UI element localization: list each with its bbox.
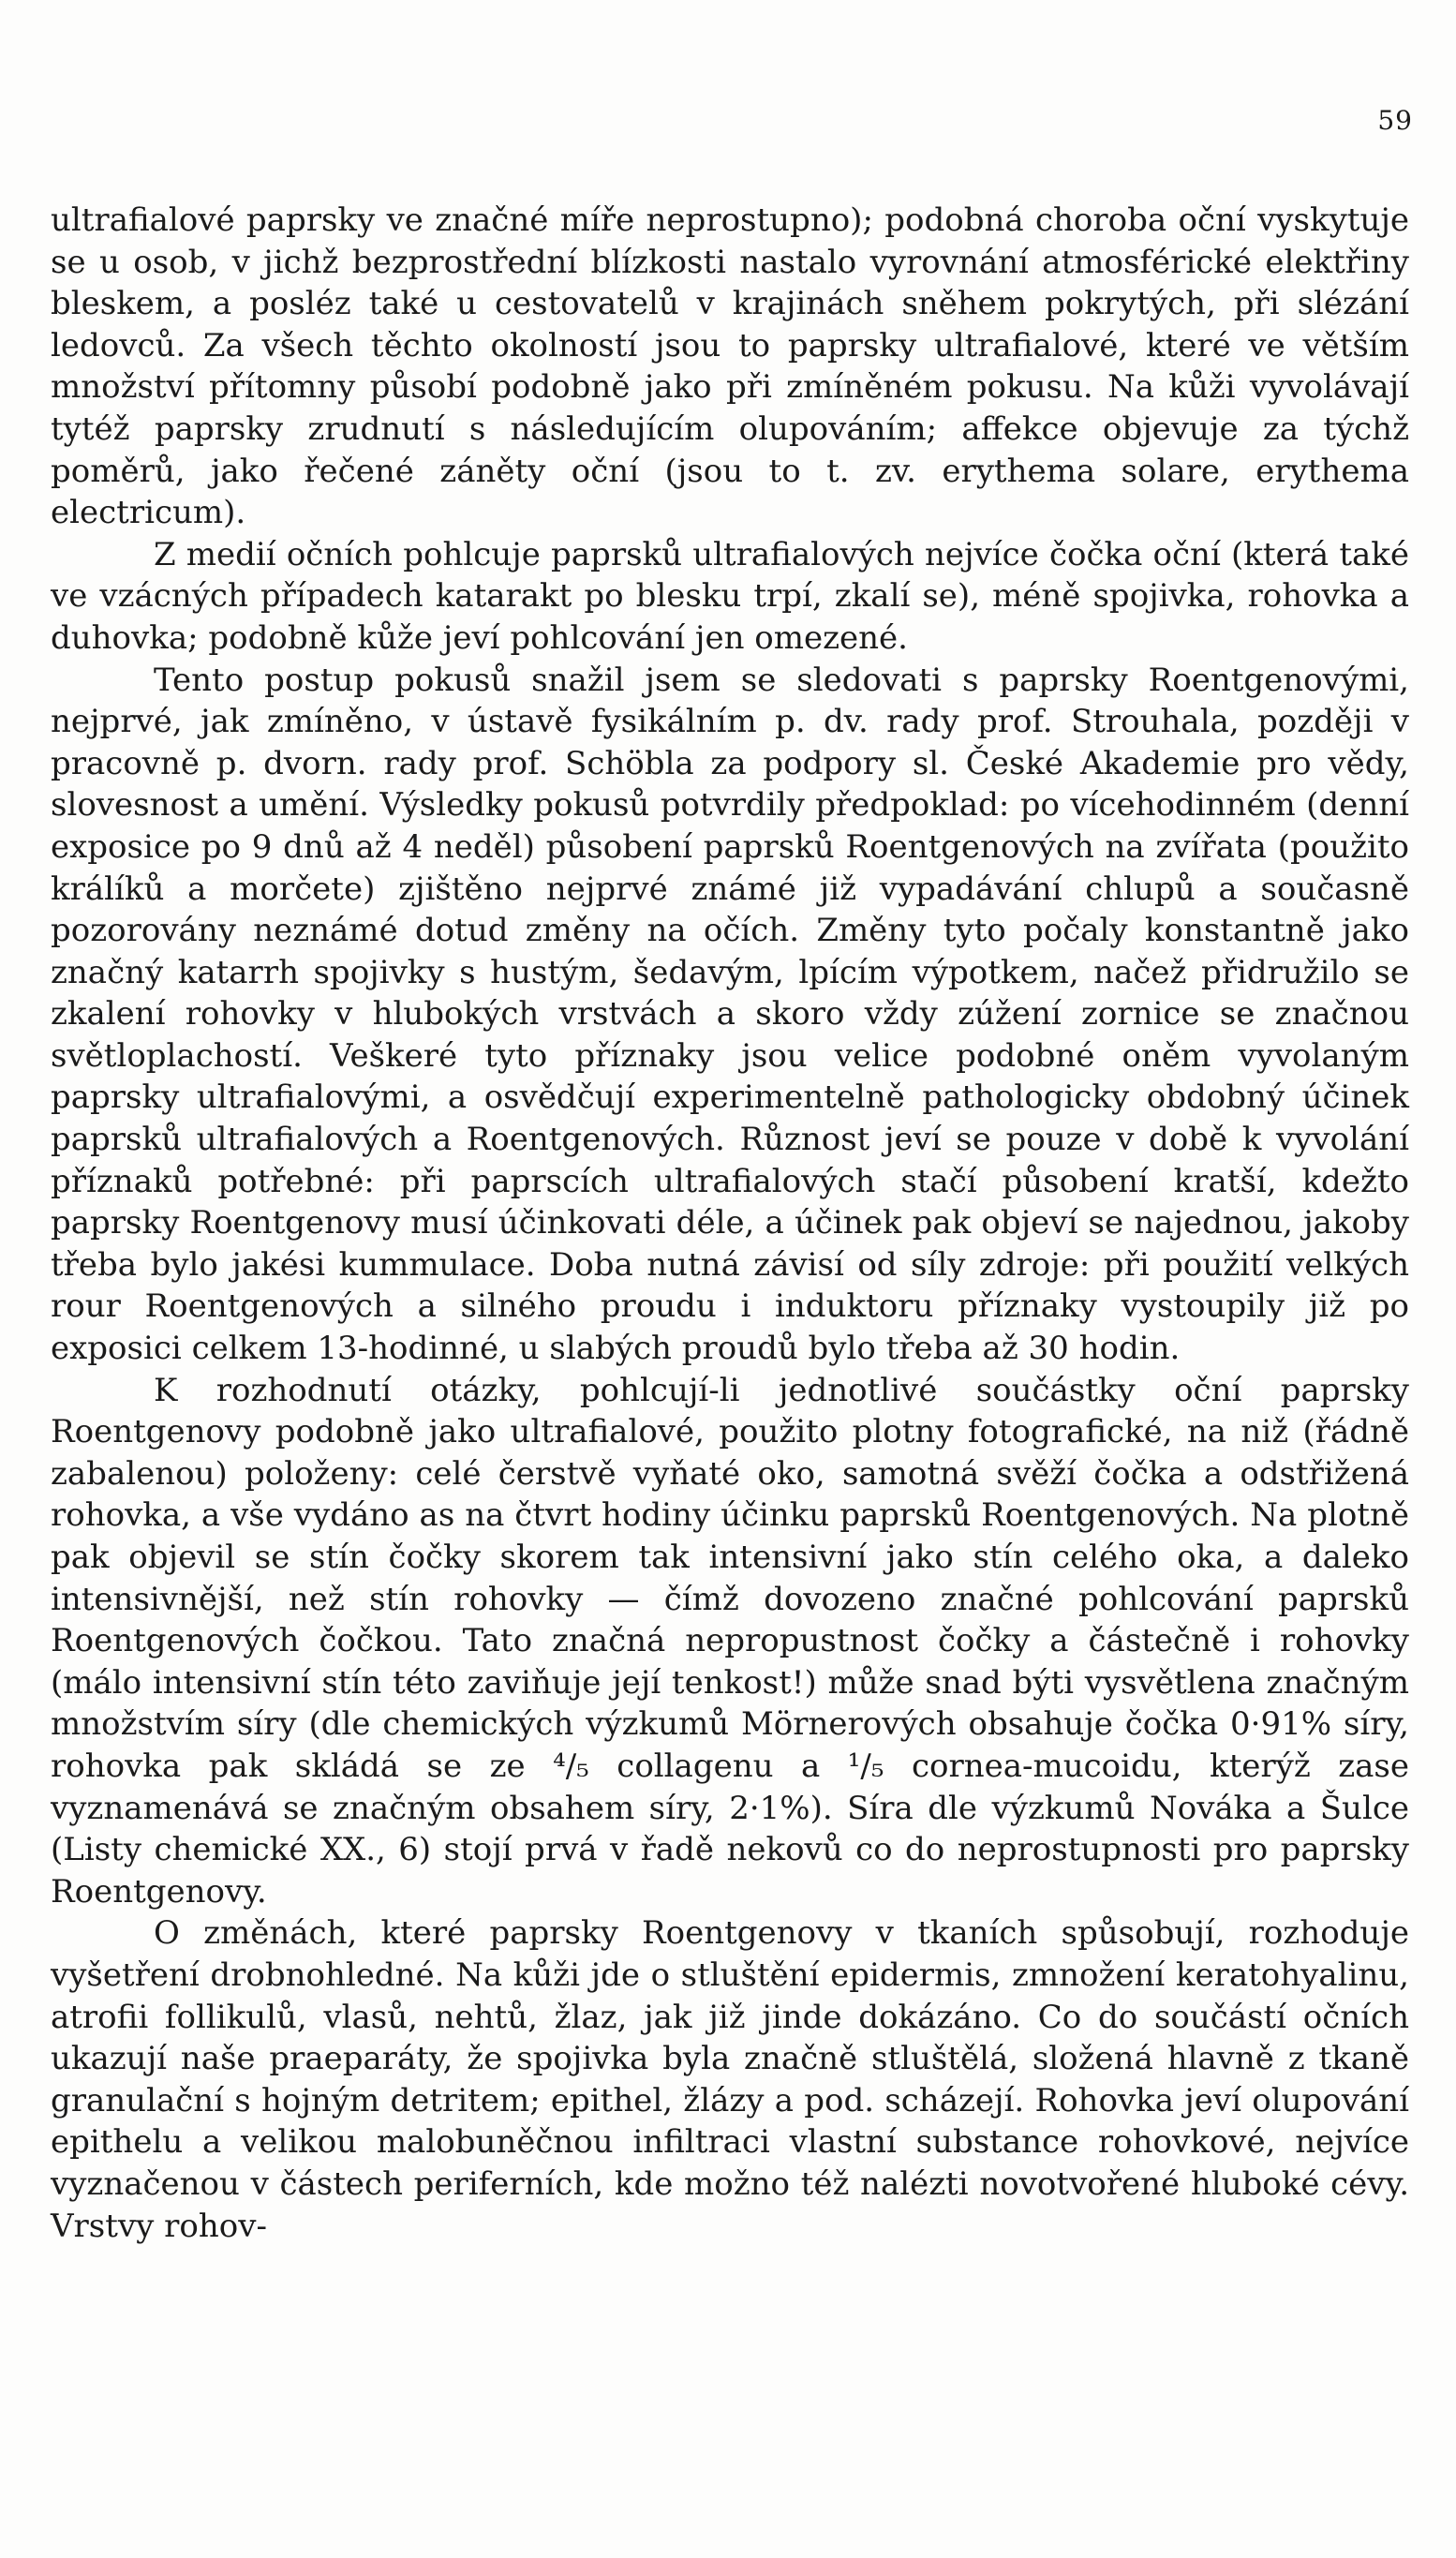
- page-number: 59: [1377, 105, 1413, 136]
- paragraph-1: ultrafialové paprsky ve značné míře neprostupno); podobná choroba oční vyskytuje se u osob, v jichž bezprostřední blízkosti nastalo vyrovnání atmosférické elektřiny bleskem, a posléz také u cestovatelů v krajinách sněhem pokrytých, při slézání ledovců. Za všech těchto okolností jsou to paprsky ultrafialové, které ve větším množství přítomny působí podobně jako při zmíněném pokusu. Na kůži vyvolávají tytéž paprsky zrudnutí s následujícím olupováním; affekce objevuje za týchž poměrů, jako řečené záněty oční (jsou to t. zv. erythema solare, erythema electricum).: [51, 201, 1409, 532]
- paragraph-2: Z medií očních pohlcuje paprsků ultrafialových nejvíce čočka oční (která také ve vzácných případech katarakt po blesku trpí, zkalí se), méně spojivka, rohovka a duhovka; podobně kůže jeví pohlcování jen omezené.: [51, 535, 1409, 657]
- paragraph-4: K rozhodnutí otázky, pohlcují-li jednotlivé součástky oční paprsky Roentgenovy podobně jako ultrafialové, použito plotny fotografické, na niž (řádně zabalenou) položeny: celé čerstvě vyňaté oko, samotná svěží čočka a odstřižená rohovka, a vše vydáno as na čtvrt hodiny účinku paprsků Roentgenových. Na plotně pak objevil se stín čočky skorem tak intensivní jako stín celého oka, a daleko intensivnější, než stín rohovky — čímž dovozeno značné pohlcování paprsků Roentgenových čočkou. Tato značná nepropustnost čočky a částečně i rohovky (málo intensivní stín této zaviňuje její tenkost!) může snad býti vysvětlena značným množstvím síry (dle chemických výzkumů Mörnerových obsahuje čočka 0·91% síry, rohovka pak skládá se ze ⁴/₅ collagenu a ¹/₅ cornea-mucoidu, kterýž zase vyznamenává se značným obsahem síry, 2·1%). Síra dle výzkumů Nováka a Šulce (Listy chemické XX., 6) stojí prvá v řadě nekovů co do neprostupnosti pro paprsky Roentgenovy.: [51, 1371, 1409, 1911]
- paragraph-5: O změnách, které paprsky Roentgenovy v tkaních spůsobují, rozhoduje vyšetření drobnohledné. Na kůži jde o stluštění epidermis, zmnožení keratohyalinu, atrofii follikulů, vlasů, nehtů, žlaz, jak již jinde dokázáno. Co do součástí očních ukazují naše praeparáty, že spojivka byla značně stluštělá, složená hlavně z tkaně granulační s hojným detritem; epithel, žlázy a pod. scházejí. Rohovka jeví olupování epithelu a velikou malobuněčnou infiltraci vlastní substance rohovkové, nejvíce vyznačenou v částech periferních, kde možno též nalézti novotvořené hluboké cévy. Vrstvy rohov-: [51, 1914, 1409, 2245]
- paragraph-3: Tento postup pokusů snažil jsem se sledovati s paprsky Roentgenovými, nejprvé, jak zmíněno, v ústavě fysikálním p. dv. rady prof. Strouhala, později v pracovně p. dvorn. rady prof. Schöbla za podpory sl. České Akademie pro vědy, slovesnost a umění. Výsledky pokusů potvrdily předpoklad: po vícehodinném (denní exposice po 9 dnů až 4 neděl) působení paprsků Roentgenových na zvířata (použito králíků a morčete) zjištěno nejprvé známé již vypadávání chlupů a současně pozorovány neznámé dotud změny na očích. Změny tyto počaly konstantně jako značný katarrh spojivky s hustým, šedavým, lpícím výpotkem, načež přidružilo se zkalení rohovky v hlubokých vrstvách a skoro vždy zúžení zornice se značnou světloplachostí. Veškeré tyto příznaky jsou velice podobné oněm vyvolaným paprsky ultrafialovými, a osvědčují experimentelně pathologicky obdobný účinek paprsků ultrafialových a Roentgenových. Různost jeví se pouze v době k vyvolání příznaků potřebné: při paprscích ultrafialových stačí působení kratší, kdežto paprsky Roentgenovy musí účinkovati déle, a účinek pak objeví se najednou, jakoby třeba bylo jakési kummulace. Doba nutná závisí od síly zdroje: při použití velkých rour Roentgenových a silného proudu i induktoru příznaky vystoupily již po exposici celkem 13-hodinné, u slabých proudů bylo třeba až 30 hodin.: [51, 661, 1409, 1368]
- body-text: [51, 200, 1409, 2247]
